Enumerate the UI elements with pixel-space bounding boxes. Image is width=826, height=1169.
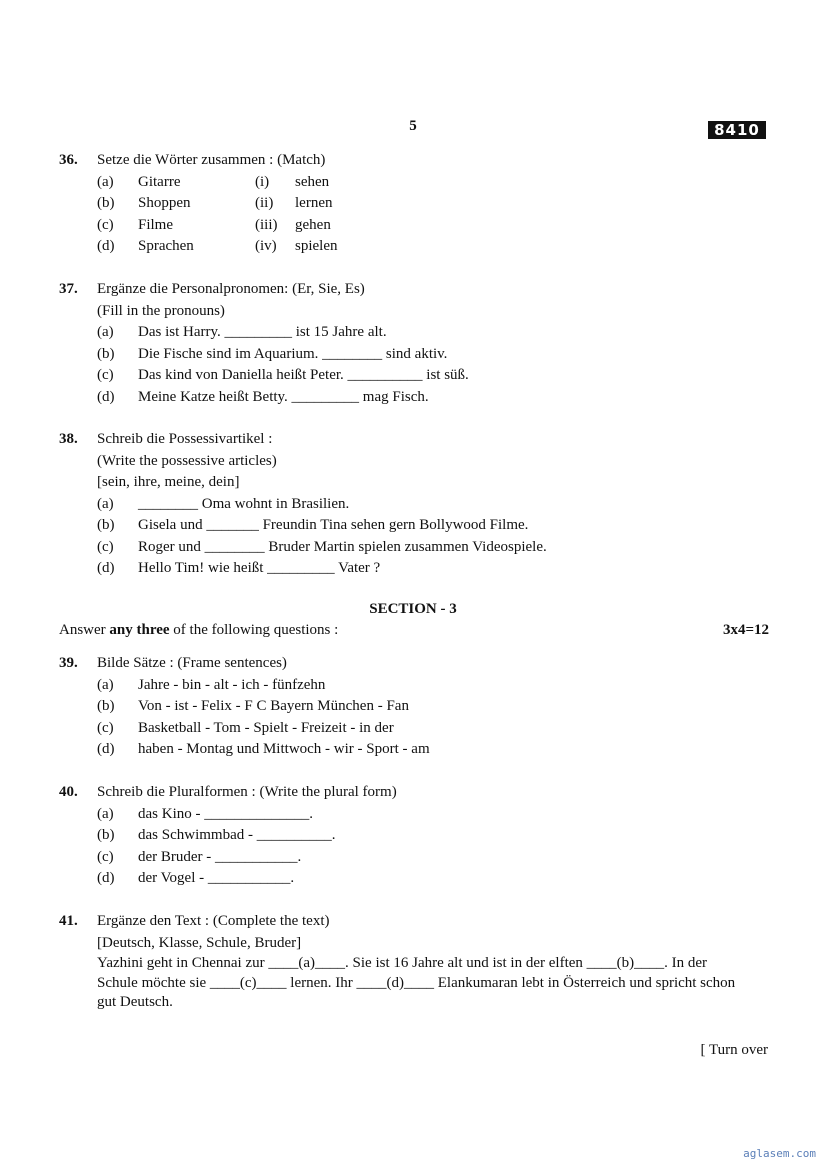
item-text: der Bruder - ___________. [138,848,302,865]
item-text: der Vogel - ___________. [138,870,295,886]
question-number: 37. [59,281,78,297]
item-label: (c) [97,538,114,555]
item-text: das Kino - ______________. [138,805,313,822]
item-text: Jahre - bin - alt - ich - fünfzehn [138,676,326,693]
list-item [59,494,759,516]
instruction-emphasis: any three [109,622,170,638]
question-number: 36. [59,152,78,168]
match-right: gehen [295,216,331,233]
list-item [59,868,759,890]
section-instruction [59,622,769,639]
question-heading: Ergänze die Personalpronomen: (Er, Sie, Es) [97,281,365,297]
section-marks: 3x4=12 [722,622,769,638]
paragraph-text: Yazhini geht in Chennai zur [97,955,269,971]
item-text: das Schwimmbad - __________. [138,827,336,843]
item-text: Die Fische sind im Aquarium. ________ sind aktiv. [138,345,448,362]
item-label: (d) [97,238,115,254]
question-subheading: (Fill in the pronouns) [97,302,225,319]
item-label: (d) [97,741,115,757]
section-title: SECTION - 3 [369,601,457,617]
question-subheading: (Write the possessive articles) [97,452,277,469]
question-heading: Bilde Sätze : (Frame sentences) [97,655,287,671]
match-row [59,172,759,194]
match-left: Shoppen [138,195,191,211]
item-label: (b) [97,827,115,843]
match-right: spielen [295,238,338,254]
match-right-number: (i) [255,173,270,190]
list-item [59,739,759,761]
word-options: [Deutsch, Klasse, Schule, Bruder] [97,934,302,951]
list-item [59,558,759,580]
cloze-paragraph [97,954,737,1013]
item-label: (c) [97,719,114,736]
match-left: Sprachen [138,238,194,254]
match-row [59,215,759,237]
instruction-text-end: of the following questions : [169,622,339,638]
item-label: (c) [97,216,114,233]
item-text: haben - Montag und Mittwoch - wir - Sport - am [138,741,430,757]
paragraph-text: lernen. Ihr [286,974,357,991]
match-right-number: (ii) [255,195,274,211]
item-label: (b) [97,195,115,211]
item-label: (b) [97,517,115,533]
item-label: (a) [97,676,114,693]
question-41 [59,911,759,1010]
list-item [59,825,759,847]
question-38 [59,429,759,580]
match-right: lernen [295,195,333,211]
turn-over-note: [ Turn over [700,1042,768,1058]
match-right: sehen [295,173,330,190]
match-left: Gitarre [138,173,181,190]
paragraph-text: . Sie ist 16 Jahre alt und ist in der elften [345,955,587,971]
item-text: Gisela und _______ Freundin Tina sehen gern Bollywood Filme. [138,517,529,533]
item-label: (b) [97,698,115,714]
item-label: (c) [97,848,114,865]
question-number: 40. [59,784,78,800]
question-heading: Ergänze den Text : (Complete the text) [97,913,330,929]
list-item [59,718,759,740]
question-37 [59,279,759,408]
item-label: (b) [97,345,115,362]
item-text: Von - ist - Felix - F C Bayern München - Fan [138,698,409,714]
list-item [59,344,759,366]
blank-d: ____(d)____ [356,974,435,991]
item-label: (d) [97,560,115,576]
match-left: Filme [138,216,174,233]
list-item [59,696,759,718]
question-number: 39. [59,655,78,671]
list-item [59,515,759,537]
item-text: Basketball - Tom - Spielt - Freizeit - in der [138,719,394,736]
item-text: Roger und ________ Bruder Martin spielen zusammen Videospiele. [138,538,547,555]
item-text: ________ Oma wohnt in Brasilien. [138,495,350,512]
match-row [59,236,759,258]
item-text: Hello Tim! wie heißt _________ Vater ? [138,560,381,576]
question-heading: Schreib die Pluralformen : (Write the plural form) [97,784,397,800]
question-number: 38. [59,431,78,447]
list-item [59,847,759,869]
instruction-text: Answer [59,622,110,638]
match-right-number: (iii) [255,216,278,233]
blank-a: ____(a)____ [268,955,346,971]
question-40 [59,782,759,890]
item-label: (d) [97,870,115,886]
match-row [59,193,759,215]
list-item [59,365,759,387]
question-heading: Schreib die Possessivartikel : [97,431,273,447]
item-label: (d) [97,388,115,405]
list-item [59,537,759,559]
page-number: 5 [409,118,417,134]
list-item [59,387,759,409]
item-text: Meine Katze heißt Betty. _________ mag Fisch. [138,388,429,405]
question-36 [59,150,759,258]
item-label: (a) [97,805,114,822]
list-item [59,675,759,697]
word-options: [sein, ihre, meine, dein] [97,474,240,490]
blank-c: ____(c)____ [209,974,287,991]
item-label: (a) [97,324,114,340]
question-heading: Setze die Wörter zusammen : (Match) [97,152,326,168]
match-right-number: (iv) [255,238,277,254]
question-39 [59,653,759,761]
item-label: (a) [97,173,114,190]
paper-code-badge: 8410 [708,121,766,139]
item-text: Das ist Harry. _________ ist 15 Jahre alt. [138,324,387,340]
paragraph-text: Elankumaran lebt in Österreich und spricht schon gut Deutsch. [97,974,736,1010]
list-item [59,322,759,344]
paragraph-text: . In der Schule möchte sie [97,955,708,991]
question-number: 41. [59,913,78,929]
watermark: aglasem.com [743,1147,816,1160]
item-label: (c) [97,367,114,383]
item-text: Das kind von Daniella heißt Peter. __________ ist süß. [138,367,469,383]
item-label: (a) [97,495,114,512]
list-item [59,804,759,826]
blank-b: ____(b)____ [586,955,665,971]
